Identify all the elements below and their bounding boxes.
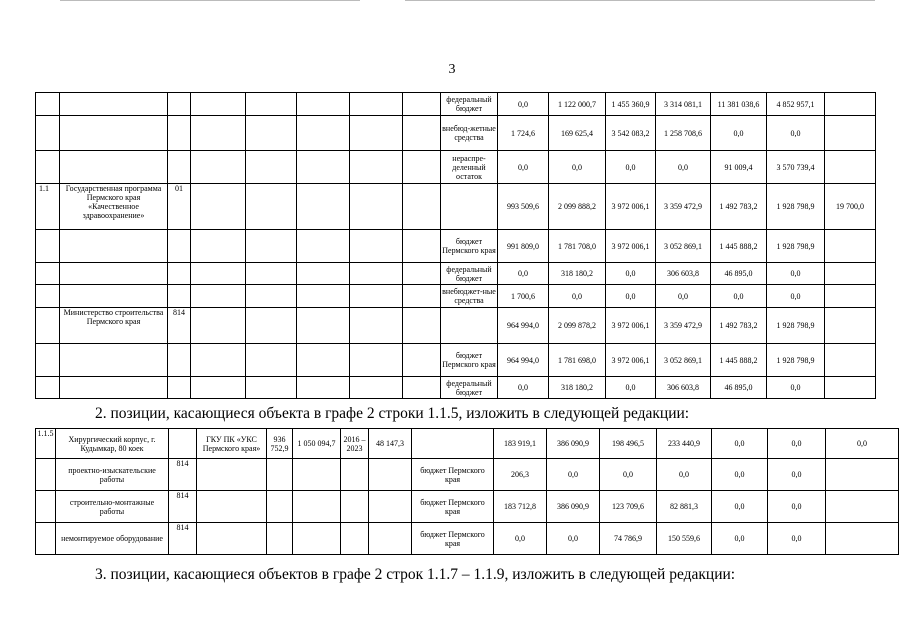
table-cell: 1 122 000,7 [549, 93, 606, 116]
table-cell [350, 308, 403, 344]
table-cell: 306 603,8 [656, 263, 711, 285]
table-cell [341, 459, 369, 491]
table-cell [297, 285, 350, 308]
table-cell [297, 230, 350, 263]
table-cell [191, 184, 246, 230]
table-cell: 1 928 798,9 [767, 184, 825, 230]
table-cell [36, 263, 60, 285]
table-cell [36, 93, 60, 116]
table-cell: 1 445 888,2 [711, 344, 767, 377]
table-cell: немонтируемое оборудование [56, 523, 169, 555]
table-cell [350, 377, 403, 399]
table-cell [246, 116, 297, 151]
table-cell [297, 308, 350, 344]
table-cell [36, 285, 60, 308]
table-cell [297, 184, 350, 230]
table-cell: 2 099 888,2 [549, 184, 606, 230]
table-cell [168, 263, 191, 285]
table-cell [60, 93, 168, 116]
table-cell: 0,0 [600, 459, 657, 491]
table-cell: бюджет Пермского края [441, 230, 498, 263]
table-row [36, 344, 876, 377]
table-cell: ГКУ ПК «УКС Пермского края» [197, 429, 267, 459]
table-cell: 1 724,6 [498, 116, 549, 151]
table-cell: 814 [169, 491, 197, 523]
table-cell [246, 151, 297, 184]
table-cell: 3 359 472,9 [656, 308, 711, 344]
table-cell: Государственная программа Пермского края «Качественное здравоохранение» [60, 184, 168, 230]
table-cell [825, 263, 876, 285]
table-cell [825, 93, 876, 116]
table-cell: 1 781 708,0 [549, 230, 606, 263]
table-cell [168, 377, 191, 399]
table-cell [826, 523, 899, 555]
paragraph-3: 3. позиции, касающиеся объектов в графе 2 строк 1.1.7 – 1.1.9, изложить в следующей редакции: [95, 566, 736, 583]
table-cell [267, 523, 293, 555]
table-cell: внебюджет-ные средства [441, 285, 498, 308]
table-cell: 3 359 472,9 [656, 184, 711, 230]
table-cell: 1 928 798,9 [767, 230, 825, 263]
table-cell [350, 116, 403, 151]
table-cell [403, 151, 441, 184]
table-cell: 46 895,0 [711, 263, 767, 285]
table-cell: 1 445 888,2 [711, 230, 767, 263]
table-cell: 964 994,0 [498, 344, 549, 377]
table-cell [168, 285, 191, 308]
table-cell: 1 050 094,7 [293, 429, 341, 459]
table-cell: федеральный бюджет [441, 93, 498, 116]
table-cell [197, 491, 267, 523]
table-row [36, 151, 876, 184]
table-cell [825, 308, 876, 344]
table-cell: 318 180,2 [549, 377, 606, 399]
table-cell [403, 344, 441, 377]
table-cell [246, 93, 297, 116]
table-cell [341, 491, 369, 523]
table-cell [191, 230, 246, 263]
table-row [36, 308, 876, 344]
table-cell: 233 440,9 [657, 429, 712, 459]
table-cell [191, 116, 246, 151]
table-cell [60, 151, 168, 184]
table-cell [60, 285, 168, 308]
table-cell: 0,0 [656, 151, 711, 184]
budget-table-lower [35, 428, 899, 555]
table-cell [293, 459, 341, 491]
paragraph-2: 2. позиции, касающиеся объекта в графе 2 строки 1.1.5, изложить в следующей редакции: [95, 405, 690, 422]
table-cell [191, 377, 246, 399]
table-cell [369, 459, 412, 491]
table-cell: 0,0 [768, 429, 826, 459]
table-row [36, 523, 899, 555]
table-cell: строительно-монтажные работы [56, 491, 169, 523]
table-cell [168, 151, 191, 184]
page-number: 3 [448, 62, 456, 77]
table-cell: Хирургический корпус, г. Кудымкар, 80 коек [56, 429, 169, 459]
table-cell: 0,0 [498, 93, 549, 116]
table-cell: бюджет Пермского края [412, 523, 494, 555]
table-cell [293, 523, 341, 555]
table-cell: 19 700,0 [825, 184, 876, 230]
table-row [36, 285, 876, 308]
table-cell: 11 381 038,6 [711, 93, 767, 116]
table-cell: 183 712,8 [494, 491, 547, 523]
table-cell [403, 116, 441, 151]
table-cell [297, 116, 350, 151]
table-cell: 0,0 [767, 263, 825, 285]
table-cell [60, 344, 168, 377]
table-cell: 0,0 [712, 491, 768, 523]
table-cell [168, 116, 191, 151]
table-cell [297, 151, 350, 184]
table-cell [412, 429, 494, 459]
table-cell: 306 603,8 [656, 377, 711, 399]
table-cell [246, 344, 297, 377]
table-cell: проектно-изыскательские работы [56, 459, 169, 491]
table-row [36, 230, 876, 263]
table-cell: 1 492 783,2 [711, 184, 767, 230]
table-cell: 0,0 [547, 459, 600, 491]
table-cell: бюджет Пермского края [412, 491, 494, 523]
table-cell [60, 116, 168, 151]
table-cell: 1 492 783,2 [711, 308, 767, 344]
table-cell [350, 93, 403, 116]
table-cell [191, 93, 246, 116]
table-cell: 46 895,0 [711, 377, 767, 399]
table-cell: 206,3 [494, 459, 547, 491]
table-cell: 936 752,9 [267, 429, 293, 459]
table-cell [169, 429, 197, 459]
table-cell: 386 090,9 [547, 491, 600, 523]
table-cell: 198 496,5 [600, 429, 657, 459]
table-cell: 0,0 [767, 116, 825, 151]
table-cell [825, 377, 876, 399]
table-cell: 1.1.5 [36, 429, 56, 459]
table-cell [246, 184, 297, 230]
table-cell [403, 308, 441, 344]
table-cell: 0,0 [768, 491, 826, 523]
table-cell [825, 230, 876, 263]
table-cell: 3 972 006,1 [606, 344, 656, 377]
table-row [36, 93, 876, 116]
table-cell [825, 151, 876, 184]
table-cell: 0,0 [767, 377, 825, 399]
table-cell: 386 090,9 [547, 429, 600, 459]
table-cell [60, 377, 168, 399]
table-cell: 0,0 [498, 151, 549, 184]
table-cell [36, 344, 60, 377]
table-cell [246, 230, 297, 263]
table-cell [36, 116, 60, 151]
table-cell [168, 344, 191, 377]
table-cell [60, 230, 168, 263]
table-cell [403, 377, 441, 399]
table-cell [267, 459, 293, 491]
table-cell: 3 052 869,1 [656, 344, 711, 377]
table-cell: 964 994,0 [498, 308, 549, 344]
budget-table-upper [35, 92, 876, 399]
table-cell: 0,0 [549, 151, 606, 184]
table-cell [191, 263, 246, 285]
table-cell [825, 285, 876, 308]
table-cell: 0,0 [712, 523, 768, 555]
table-cell: 0,0 [768, 523, 826, 555]
table-cell: 01 [168, 184, 191, 230]
table-cell [168, 230, 191, 263]
table-cell: 0,0 [711, 116, 767, 151]
table-cell: 1 258 708,6 [656, 116, 711, 151]
table-cell: 814 [168, 308, 191, 344]
table-cell: 74 786,9 [600, 523, 657, 555]
table-cell [441, 184, 498, 230]
table-row [36, 116, 876, 151]
table-cell [297, 344, 350, 377]
table-row [36, 429, 899, 459]
table-cell [246, 263, 297, 285]
table-cell: 0,0 [826, 429, 899, 459]
table-cell [403, 230, 441, 263]
table-cell [197, 523, 267, 555]
table-cell: 0,0 [712, 459, 768, 491]
table-cell: 814 [169, 459, 197, 491]
table-row [36, 263, 876, 285]
table-cell [825, 116, 876, 151]
table-cell: 91 009,4 [711, 151, 767, 184]
table-cell: бюджет Пермского края [412, 459, 494, 491]
table-cell: 123 709,6 [600, 491, 657, 523]
table-cell: 3 314 081,1 [656, 93, 711, 116]
top-rule-right [405, 0, 875, 1]
table-cell: 1 455 360,9 [606, 93, 656, 116]
table-cell [350, 230, 403, 263]
table-cell [36, 230, 60, 263]
table-row [36, 184, 876, 230]
table-cell: бюджет Пермского края [441, 344, 498, 377]
table-cell [341, 523, 369, 555]
table-row [36, 377, 876, 399]
table-cell [60, 263, 168, 285]
table-cell [403, 184, 441, 230]
table-cell: нераспре-деленный остаток [441, 151, 498, 184]
table-cell: 0,0 [767, 285, 825, 308]
table-cell: 2016 – 2023 [341, 429, 369, 459]
table-cell: 318 180,2 [549, 263, 606, 285]
table-cell [191, 308, 246, 344]
table-cell [826, 491, 899, 523]
table-cell [197, 459, 267, 491]
table-cell: 0,0 [656, 285, 711, 308]
table-cell [267, 491, 293, 523]
table-cell: 0,0 [494, 523, 547, 555]
table-cell: 1 928 798,9 [767, 344, 825, 377]
table-cell: федеральный бюджет [441, 263, 498, 285]
table-cell: 82 881,3 [657, 491, 712, 523]
table-cell: федеральный бюджет [441, 377, 498, 399]
table-cell [36, 459, 56, 491]
table-row [36, 491, 899, 523]
table-cell: 0,0 [711, 285, 767, 308]
table-cell: 1 700,6 [498, 285, 549, 308]
table-cell [168, 93, 191, 116]
table-cell [36, 523, 56, 555]
table-cell: 991 809,0 [498, 230, 549, 263]
table-cell: 0,0 [606, 285, 656, 308]
table-cell [350, 285, 403, 308]
table-cell [825, 344, 876, 377]
table-cell: 1 781 698,0 [549, 344, 606, 377]
table-cell: Министерство строительства Пермского края [60, 308, 168, 344]
table-cell: 0,0 [498, 263, 549, 285]
table-cell: 0,0 [657, 459, 712, 491]
table-cell: 0,0 [606, 151, 656, 184]
table-cell: 4 852 957,1 [767, 93, 825, 116]
table-cell [297, 263, 350, 285]
table-cell [36, 491, 56, 523]
top-rule-left [60, 0, 360, 1]
table-row [36, 459, 899, 491]
table-cell [297, 93, 350, 116]
table-cell [369, 523, 412, 555]
table-cell [350, 263, 403, 285]
table-cell [369, 491, 412, 523]
table-cell: 0,0 [606, 263, 656, 285]
table-cell [826, 459, 899, 491]
table-cell [36, 151, 60, 184]
table-cell: 169 625,4 [549, 116, 606, 151]
table-cell [350, 184, 403, 230]
table-cell: 48 147,3 [369, 429, 412, 459]
table-cell [403, 263, 441, 285]
table-cell: 1.1 [36, 184, 60, 230]
table-cell: 0,0 [549, 285, 606, 308]
table-cell: 0,0 [498, 377, 549, 399]
table-cell [403, 285, 441, 308]
table-cell [297, 377, 350, 399]
table-cell: 0,0 [547, 523, 600, 555]
table-cell [246, 308, 297, 344]
table-cell [191, 285, 246, 308]
table-cell: 814 [169, 523, 197, 555]
table-cell: 3 972 006,1 [606, 230, 656, 263]
table-cell: 3 052 869,1 [656, 230, 711, 263]
table-cell [36, 377, 60, 399]
table-cell: 183 919,1 [494, 429, 547, 459]
table-cell: 993 509,6 [498, 184, 549, 230]
table-cell [191, 344, 246, 377]
table-cell [191, 151, 246, 184]
table-cell [403, 93, 441, 116]
table-cell [36, 308, 60, 344]
table-cell: 0,0 [768, 459, 826, 491]
table-cell: 2 099 878,2 [549, 308, 606, 344]
table-cell: 3 570 739,4 [767, 151, 825, 184]
table-cell [350, 344, 403, 377]
table-cell: 150 559,6 [657, 523, 712, 555]
table-cell: 0,0 [606, 377, 656, 399]
table-cell: 3 972 006,1 [606, 184, 656, 230]
table-cell: 3 972 006,1 [606, 308, 656, 344]
table-cell: 0,0 [712, 429, 768, 459]
table-cell: 1 928 798,9 [767, 308, 825, 344]
table-cell [350, 151, 403, 184]
table-cell [293, 491, 341, 523]
table-cell [441, 308, 498, 344]
table-cell: 3 542 083,2 [606, 116, 656, 151]
table-cell [246, 285, 297, 308]
table-cell: внебюд-жетные средства [441, 116, 498, 151]
table-cell [246, 377, 297, 399]
